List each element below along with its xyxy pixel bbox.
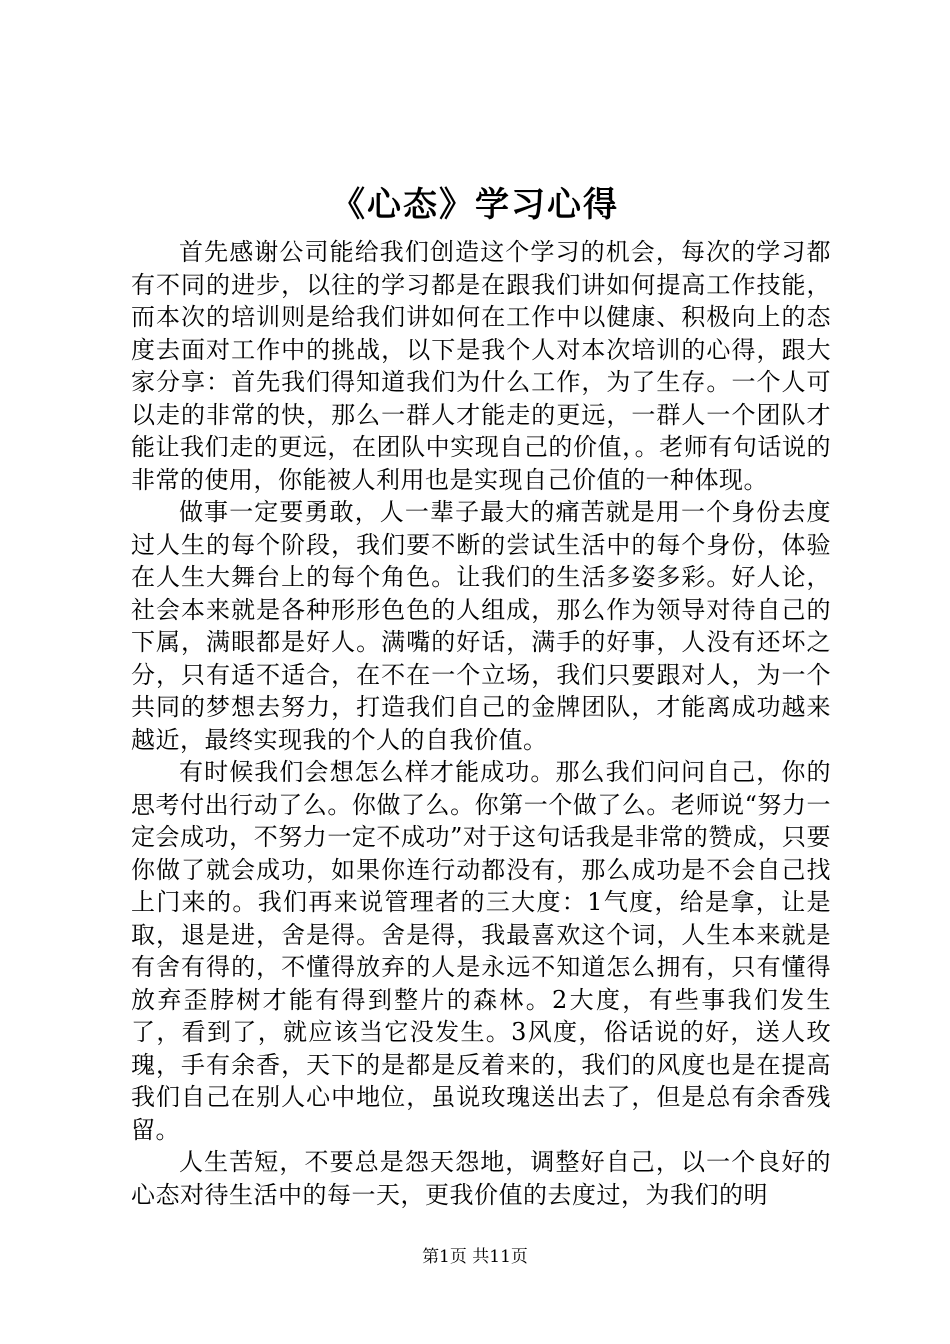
page-number: 第1页 共11页: [422, 1247, 528, 1267]
paragraph: 做事一定要勇敢，人一辈子最大的痛苦就是用一个身份去度过人生的每个阶段，我们要不断的尝试生活中的每个身份，体验在人生大舞台上的每个角色。让我们的生活多姿多彩。好人论，社会本来就是各种形形色色的人组成，那么作为领导对待自己的下属，满眼都是好人。满嘴的好话，满手的好事，人没有还坏之分，只有适不适合，在不在一个立场，我们只要跟对人，为一个共同的梦想去努力，打造我们自己的金牌团队，才能离成功越来越近，最终实现我的个人的自我价值。: [131, 498, 831, 754]
paragraph: 人生苦短，不要总是怨天怨地，调整好自己，以一个良好的心态对待生活中的每一天，更我价值的去度过，为我们的明: [131, 1148, 831, 1209]
document-body: [131, 236, 831, 1211]
document-title: 《心态》学习心得: [331, 185, 619, 225]
paragraph: 有时候我们会想怎么样才能成功。那么我们问问自己，你的思考付出行动了么。你做了么。你第一个做了么。老师说“努力一定会成功，不努力一定不成功”对于这句话我是非常的赞成，只要你做了就会成功，如果你连行动都没有，那么成功是不会自己找上门来的。我们再来说管理者的三大度：1气度，给是拿，让是取，退是进，舍是得。舍是得，我最喜欢这个词，人生本来就是有舍有得的，不懂得放弃的人是永远不知道怎么拥有，只有懂得放弃歪脖树才能有得到整片的森林。2大度，有些事我们发生了，看到了，就应该当它没发生。3风度，俗话说的好，送人玫瑰，手有余香，天下的是都是反着来的，我们的风度也是在提高我们自己在别人心中地位，虽说玫瑰送出去了，但是总有余香残留。: [131, 758, 831, 1144]
paragraph: 首先感谢公司能给我们创造这个学习的机会，每次的学习都有不同的进步，以往的学习都是在跟我们讲如何提高工作技能，而本次的培训则是给我们讲如何在工作中以健康、积极向上的态度去面对工作中的挑战，以下是我个人对本次培训的心得，跟大家分享：首先我们得知道我们为什么工作，为了生存。一个人可以走的非常的快，那么一群人才能走的更远，一群人一个团队才能让我们走的更远，在团队中实现自己的价值，。老师有句话说的非常的使用，你能被人利用也是实现自己价值的一种体现。: [131, 238, 831, 494]
